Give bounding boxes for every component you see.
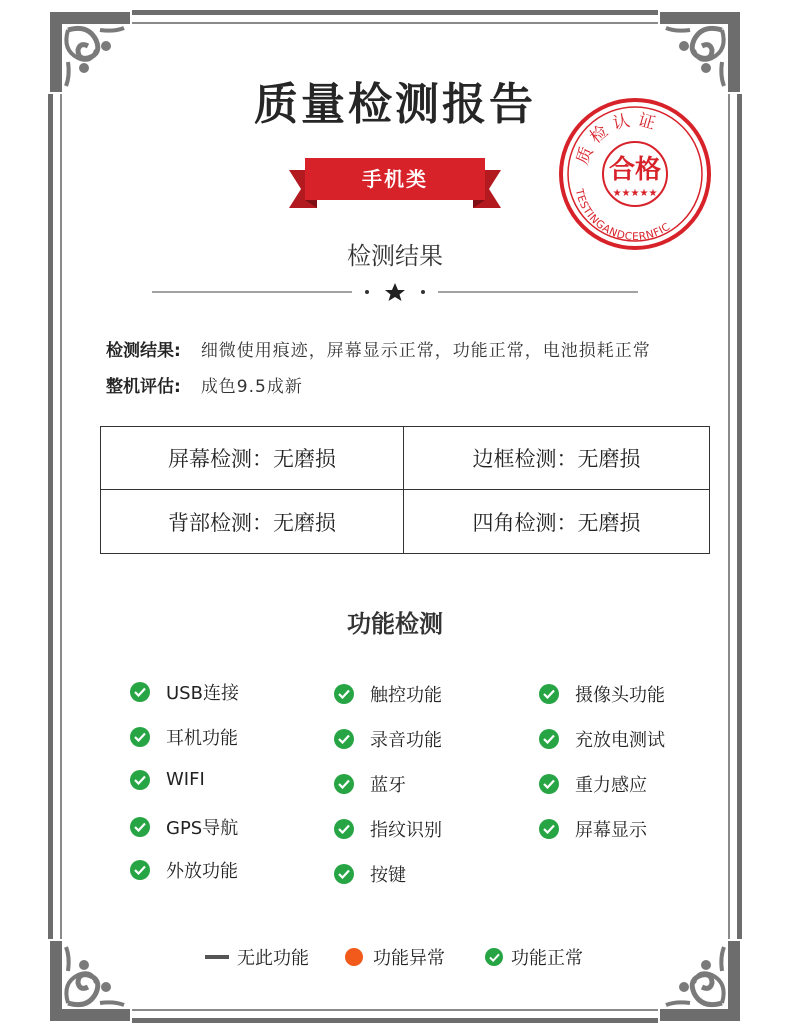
check-icon: [334, 684, 354, 704]
stamp-center-text: 合格: [608, 155, 662, 185]
function-item: [334, 771, 406, 797]
check-icon: [539, 729, 559, 749]
check-icon: [130, 727, 150, 747]
check-icon: [130, 860, 150, 880]
corner-ornament-bottom-left: [44, 935, 136, 1027]
svg-text:★★★★★: ★★★★★: [612, 188, 658, 199]
legend-normal-label: 功能正常: [511, 948, 583, 969]
category-ribbon: [285, 158, 505, 212]
check-icon: [334, 729, 354, 749]
function-label: 录音功能: [370, 730, 442, 751]
function-item: [539, 726, 665, 752]
table-cell-back: 背部检测：无磨损: [101, 490, 404, 553]
function-item: [334, 681, 442, 707]
check-icon: [334, 774, 354, 794]
function-item: [539, 681, 665, 707]
qualified-stamp: [555, 94, 715, 254]
function-label: USB连接: [166, 683, 239, 704]
legend-normal: [485, 944, 583, 970]
overall-label: 整机评估:: [106, 377, 181, 397]
check-icon: [334, 864, 354, 884]
function-label: 重力感应: [575, 775, 647, 796]
stamp-bottom-text: TESTINGANDCERNFIC: [572, 187, 673, 244]
function-item: [130, 724, 238, 750]
function-label: 屏幕显示: [575, 820, 647, 841]
function-label: 按键: [370, 865, 406, 886]
function-label: 耳机功能: [166, 728, 238, 749]
function-label: 充放电测试: [575, 730, 665, 751]
star-divider: [152, 282, 638, 302]
function-label: 指纹识别: [370, 820, 442, 841]
function-heading: 功能检测: [347, 610, 443, 638]
function-item: [334, 861, 406, 887]
legend-abnormal: [345, 944, 445, 970]
function-label: 蓝牙: [370, 775, 406, 796]
check-icon: [539, 684, 559, 704]
function-item: [130, 679, 239, 705]
overall-assessment-row: [106, 372, 303, 397]
function-item: [539, 771, 647, 797]
function-item: [539, 816, 647, 842]
check-icon: [485, 948, 503, 966]
check-icon: [130, 817, 150, 837]
function-label: 摄像头功能: [575, 685, 665, 706]
table-cell-frame: 边框检测：无磨损: [404, 427, 709, 490]
orange-dot-icon: [345, 948, 363, 966]
function-item: [334, 726, 442, 752]
result-summary-row: [106, 336, 651, 361]
check-icon: [539, 819, 559, 839]
check-icon: [334, 819, 354, 839]
function-item: [130, 814, 238, 840]
function-label: 触控功能: [370, 685, 442, 706]
corner-ornament-bottom-right: [654, 935, 746, 1027]
check-icon: [130, 770, 150, 790]
inspection-table: [100, 426, 710, 554]
function-label: WIFI: [166, 769, 205, 790]
function-item: [130, 769, 205, 790]
function-label: GPS导航: [166, 818, 239, 839]
stamp-top-text: 质检认证: [572, 109, 664, 168]
result-value: 细微使用痕迹，屏幕显示正常，功能正常，电池损耗正常: [200, 341, 651, 361]
legend-none: [205, 944, 309, 970]
report-title: 质量检测报告: [254, 79, 536, 130]
category-label: 手机类: [362, 167, 428, 191]
result-heading: 检测结果: [347, 242, 443, 270]
result-label: 检测结果:: [106, 341, 181, 361]
table-cell-screen: 屏幕检测：无磨损: [101, 427, 404, 490]
overall-value: 成色9.5成新: [200, 377, 303, 397]
check-icon: [539, 774, 559, 794]
legend-abnormal-label: 功能异常: [373, 948, 445, 969]
dash-icon: [205, 955, 229, 959]
function-label: 外放功能: [166, 861, 238, 882]
function-item: [334, 816, 442, 842]
function-item: [130, 857, 238, 883]
check-icon: [130, 682, 150, 702]
table-cell-corners: 四角检测：无磨损: [472, 510, 641, 535]
legend-none-label: 无此功能: [237, 948, 309, 969]
